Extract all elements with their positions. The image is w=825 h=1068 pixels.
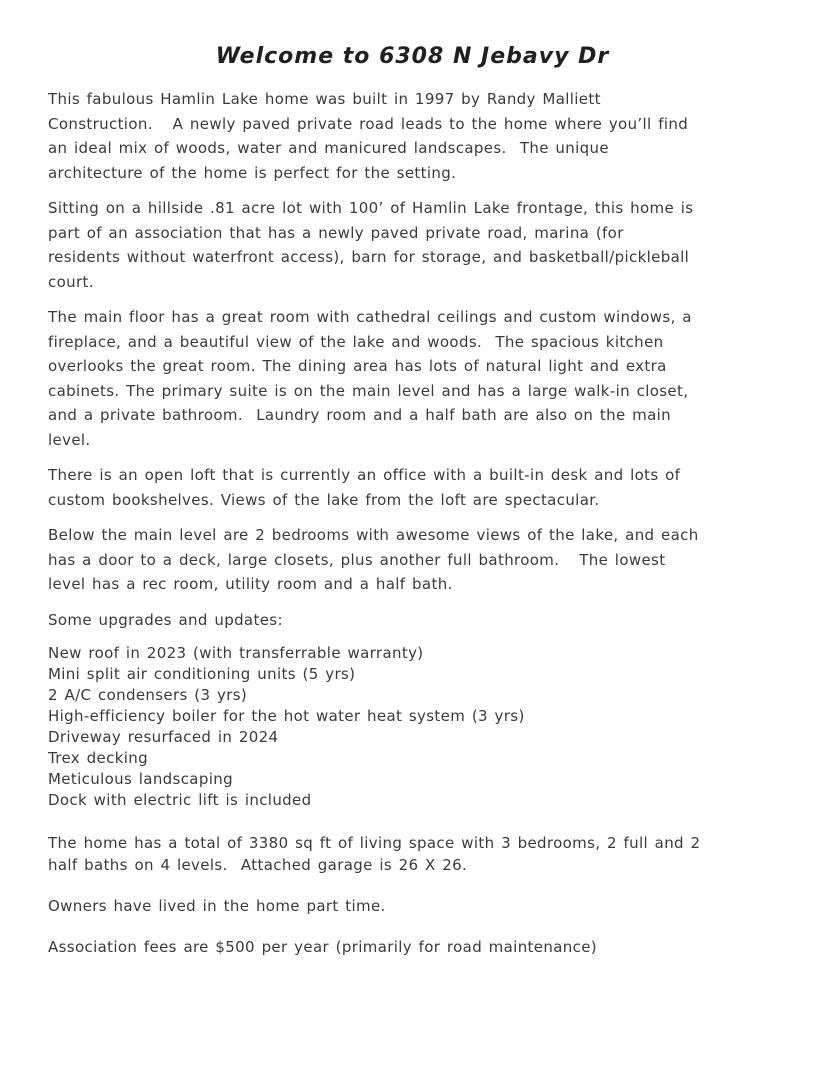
text-line: residents without waterfront access), barn for storage, and basketball/pickleball	[48, 248, 690, 266]
paragraph	[48, 523, 777, 597]
list-item: 2 A/C condensers (3 yrs)	[48, 686, 248, 704]
paragraph	[48, 936, 777, 958]
paragraph	[48, 895, 777, 917]
text-line: Sitting on a hillside .81 acre lot with 100’ of Hamlin Lake frontage, this home is	[48, 199, 694, 217]
list-item: Dock with electric lift is included	[48, 791, 312, 809]
text-line: Construction. A newly paved private road leads to the home where you’ll find	[48, 114, 689, 133]
text-line: Owners have lived in the home part time.	[48, 897, 386, 915]
text-line: and a private bathroom. Laundry room and a half bath are also on the main	[48, 406, 672, 424]
text-line: custom bookshelves. Views of the lake from the loft are spectacular.	[48, 490, 600, 509]
text-line: has a door to a deck, large closets, plus another full bathroom. The lowest	[48, 550, 666, 569]
paragraph	[48, 305, 777, 452]
text-line: fireplace, and a beautiful view of the lake and woods. The spacious kitchen	[48, 332, 664, 351]
text-line: Below the main level are 2 bedrooms with awesome views of the lake, and each	[48, 526, 699, 544]
paragraph	[48, 832, 777, 876]
paragraph	[48, 87, 777, 185]
paragraph	[48, 608, 777, 633]
text-line: Association fees are $500 per year (primarily for road maintenance)	[48, 938, 598, 956]
text-line: Some upgrades and updates:	[48, 610, 283, 629]
document-body	[48, 87, 777, 958]
list-item: Trex decking	[48, 749, 148, 767]
text-line: level has a rec room, utility room and a half bath.	[48, 575, 453, 593]
text-line: The main floor has a great room with cathedral ceilings and custom windows, a	[48, 308, 692, 326]
text-line: There is an open loft that is currently an office with a built-in desk and lots of	[48, 466, 681, 484]
text-line: cabinets. The primary suite is on the main level and has a large walk-in closet,	[48, 381, 689, 400]
text-line: The home has a total of 3380 sq ft of living space with 3 bedrooms, 2 full and 2	[48, 834, 701, 852]
list-item: New roof in 2023 (with transferrable warranty)	[48, 644, 424, 662]
text-line: overlooks the great room. The dining area has lots of natural light and extra	[48, 357, 667, 375]
text-line: half baths on 4 levels. Attached garage is 26 X 26.	[48, 856, 468, 874]
list-item: Meticulous landscaping	[48, 770, 233, 788]
document-title: Welcome to 6308 N Jebavy Dr	[215, 44, 610, 69]
list-item: Driveway resurfaced in 2024	[48, 728, 279, 746]
list-item: Mini split air conditioning units (5 yrs)	[48, 665, 356, 683]
text-line: an ideal mix of woods, water and manicured landscapes. The unique	[48, 139, 609, 157]
text-line: This fabulous Hamlin Lake home was built in 1997 by Randy Malliett	[48, 90, 601, 108]
text-line: architecture of the home is perfect for the setting.	[48, 163, 457, 182]
paragraph	[48, 196, 777, 294]
paragraph	[48, 463, 777, 512]
upgrades-list	[48, 643, 777, 811]
list-item: High-efficiency boiler for the hot water heat system (3 yrs)	[48, 707, 525, 725]
text-line: part of an association that has a newly paved private road, marina (for	[48, 223, 624, 242]
text-line: level.	[48, 430, 91, 449]
text-line: court.	[48, 272, 94, 291]
